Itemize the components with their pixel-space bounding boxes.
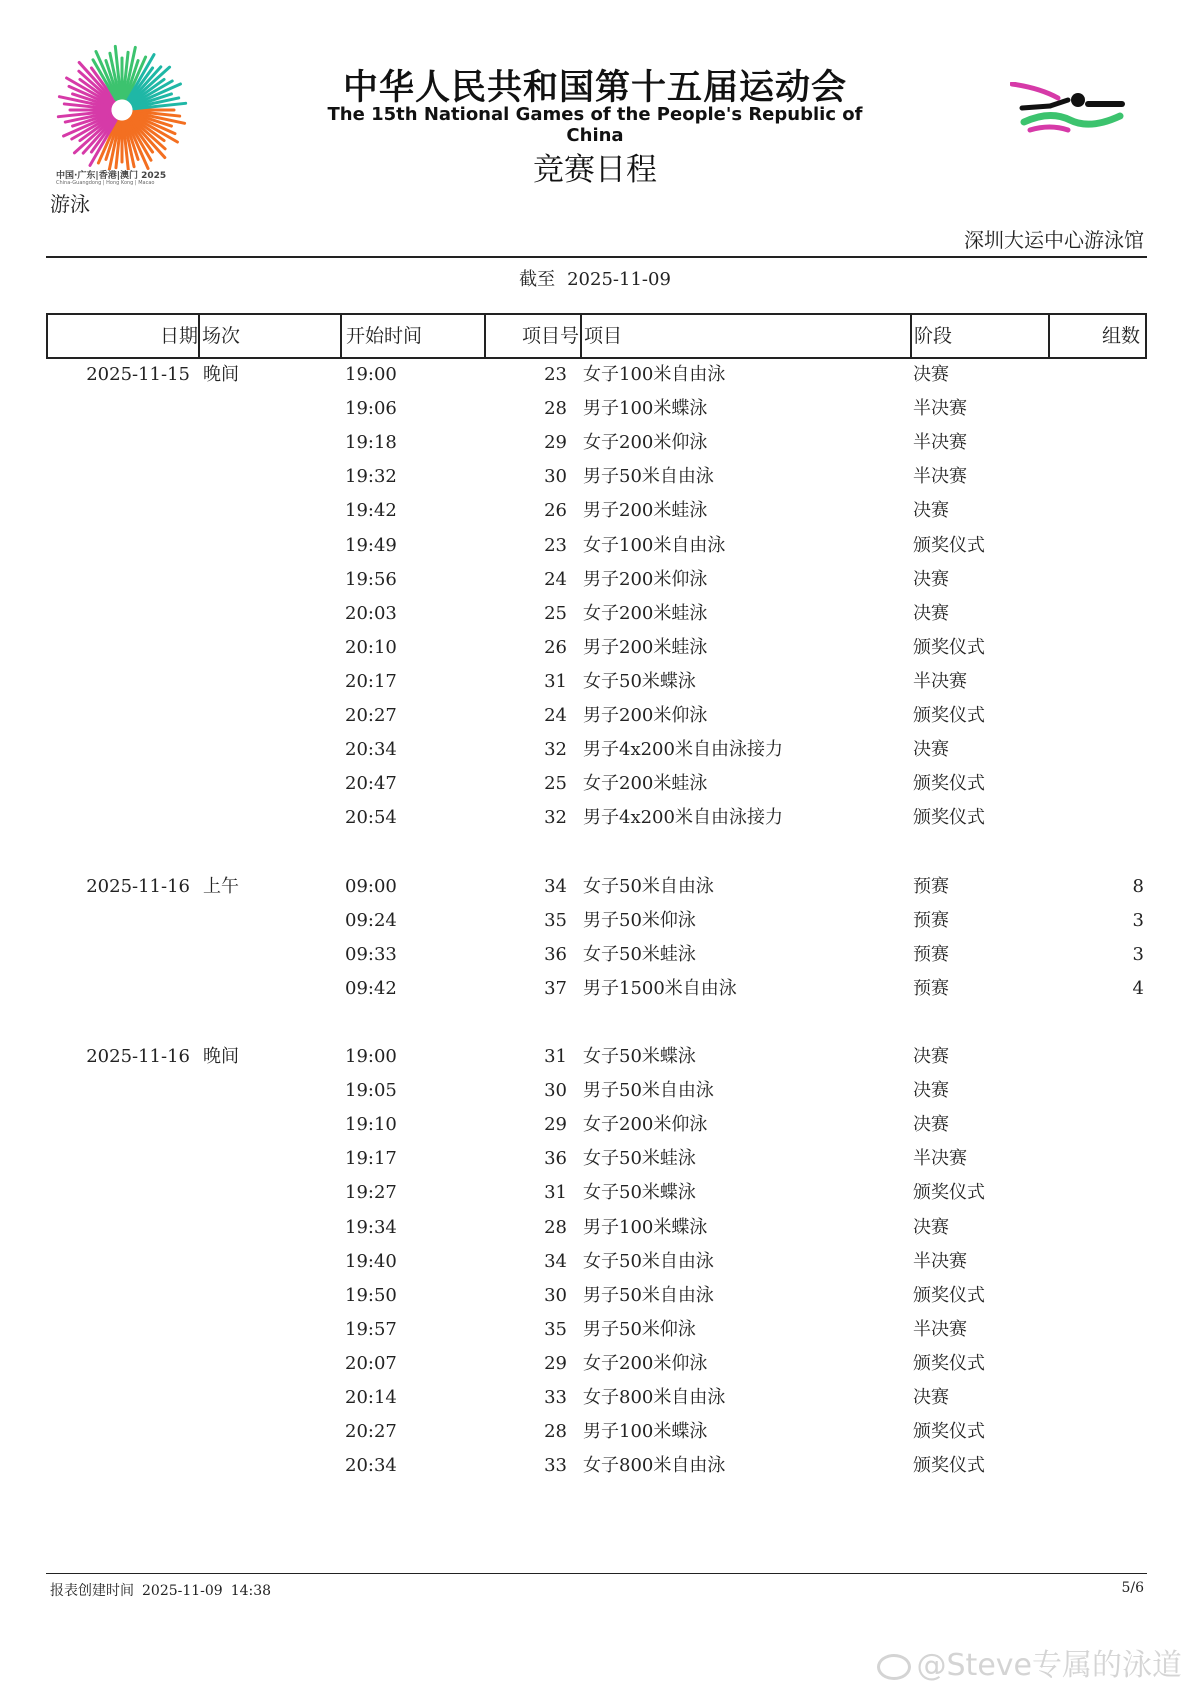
start-time: 19:34 bbox=[345, 1216, 397, 1238]
event-name: 男子100米蝶泳 bbox=[583, 398, 708, 420]
event-phase: 预赛 bbox=[913, 909, 949, 931]
event-phase: 半决赛 bbox=[913, 398, 967, 420]
event-phase: 半决赛 bbox=[913, 1250, 967, 1272]
event-phase: 颁奖仪式 bbox=[913, 1455, 985, 1477]
event-phase: 半决赛 bbox=[913, 1148, 967, 1170]
event-number: 35 bbox=[544, 1318, 567, 1340]
col-start-time: 开始时间 bbox=[346, 325, 423, 347]
col-divider bbox=[484, 315, 486, 357]
start-time: 19:27 bbox=[345, 1182, 397, 1204]
venue-name: 深圳大运中心游泳馆 bbox=[964, 228, 1144, 252]
event-phase: 决赛 bbox=[913, 739, 949, 761]
event-name: 女子200米蛙泳 bbox=[583, 602, 708, 624]
event-name: 女子200米仰泳 bbox=[583, 1114, 708, 1136]
col-divider bbox=[910, 315, 912, 357]
event-name: 男子100米蝶泳 bbox=[583, 1216, 708, 1238]
group-count: 8 bbox=[1132, 875, 1144, 897]
event-phase: 决赛 bbox=[913, 568, 949, 590]
start-time: 20:07 bbox=[345, 1352, 397, 1374]
session-name: 晚间 bbox=[203, 364, 239, 385]
group-count: 3 bbox=[1132, 909, 1144, 931]
event-number: 29 bbox=[544, 432, 567, 454]
start-time: 19:57 bbox=[345, 1318, 397, 1340]
start-time: 09:24 bbox=[345, 909, 397, 931]
group-count: 4 bbox=[1132, 977, 1144, 999]
event-name: 女子50米蝶泳 bbox=[583, 670, 696, 692]
session-date: 2025-11-16 bbox=[86, 875, 190, 897]
start-time: 20:34 bbox=[345, 739, 397, 761]
event-phase: 颁奖仪式 bbox=[913, 1421, 985, 1443]
start-time: 20:54 bbox=[345, 807, 397, 829]
event-number: 33 bbox=[544, 1455, 567, 1477]
event-phase: 颁奖仪式 bbox=[913, 534, 985, 556]
event-name: 女子50米自由泳 bbox=[583, 875, 714, 897]
event-phase: 半决赛 bbox=[913, 432, 967, 454]
event-phase: 颁奖仪式 bbox=[913, 1352, 985, 1374]
event-name: 女子100米自由泳 bbox=[583, 534, 726, 556]
start-time: 19:06 bbox=[345, 398, 397, 420]
start-time: 19:00 bbox=[345, 364, 397, 385]
event-number: 34 bbox=[544, 875, 567, 897]
start-time: 19:56 bbox=[345, 568, 397, 590]
event-number: 37 bbox=[544, 977, 567, 999]
start-time: 19:18 bbox=[345, 432, 397, 454]
as-of-date bbox=[300, 265, 890, 291]
event-name: 男子50米自由泳 bbox=[583, 1080, 714, 1102]
event-number: 24 bbox=[544, 568, 567, 590]
event-name: 男子50米仰泳 bbox=[583, 909, 696, 931]
event-number: 34 bbox=[544, 1250, 567, 1272]
start-time: 09:00 bbox=[345, 875, 397, 897]
event-number: 25 bbox=[544, 773, 567, 795]
event-phase: 预赛 bbox=[913, 943, 949, 965]
watermark bbox=[877, 1640, 1182, 1684]
event-name: 女子50米蝶泳 bbox=[583, 1046, 696, 1067]
event-name: 女子200米仰泳 bbox=[583, 432, 708, 454]
event-number: 32 bbox=[544, 807, 567, 829]
event-name: 女子200米仰泳 bbox=[583, 1352, 708, 1374]
games-logo-icon bbox=[52, 40, 192, 170]
start-time: 20:14 bbox=[345, 1387, 397, 1408]
page-title-cn: 中华人民共和国第十五届运动会 bbox=[342, 68, 847, 108]
table-header bbox=[46, 313, 1147, 359]
start-time: 19:40 bbox=[345, 1250, 397, 1272]
event-phase: 决赛 bbox=[913, 1080, 949, 1102]
event-phase: 半决赛 bbox=[913, 670, 967, 692]
group-count: 3 bbox=[1132, 943, 1144, 965]
event-name: 女子800米自由泳 bbox=[583, 1455, 726, 1477]
session-name: 上午 bbox=[203, 875, 239, 897]
event-name: 女子50米蝶泳 bbox=[583, 1182, 696, 1204]
event-name: 女子50米自由泳 bbox=[583, 1250, 714, 1272]
start-time: 19:49 bbox=[345, 534, 397, 556]
col-session: 场次 bbox=[202, 325, 241, 347]
start-time: 19:50 bbox=[345, 1284, 397, 1306]
event-phase: 颁奖仪式 bbox=[913, 1284, 985, 1306]
event-phase: 预赛 bbox=[913, 977, 949, 999]
event-name: 男子200米蛙泳 bbox=[583, 636, 708, 658]
event-number: 28 bbox=[544, 398, 567, 420]
event-phase: 决赛 bbox=[913, 500, 949, 522]
start-time: 20:27 bbox=[345, 705, 397, 726]
event-name: 男子4x200米自由泳接力 bbox=[583, 807, 783, 829]
session-name: 晚间 bbox=[203, 1046, 239, 1067]
event-phase: 决赛 bbox=[913, 602, 949, 624]
start-time: 19:32 bbox=[345, 466, 397, 488]
event-number: 26 bbox=[544, 636, 567, 658]
col-phase: 阶段 bbox=[914, 325, 953, 347]
event-name: 男子200米仰泳 bbox=[583, 705, 708, 726]
report-created bbox=[50, 1580, 271, 1600]
logo-caption: 中国·广东|香港|澳门 2025 bbox=[56, 171, 167, 181]
start-time: 20:27 bbox=[345, 1421, 397, 1443]
event-number: 26 bbox=[544, 500, 567, 522]
event-phase: 颁奖仪式 bbox=[913, 773, 985, 795]
event-number: 30 bbox=[544, 1284, 567, 1306]
start-time: 20:03 bbox=[345, 602, 397, 624]
event-phase: 颁奖仪式 bbox=[913, 1182, 985, 1204]
col-date: 日期 bbox=[160, 325, 199, 347]
event-number: 35 bbox=[544, 909, 567, 931]
event-number: 32 bbox=[544, 739, 567, 761]
start-time: 19:05 bbox=[345, 1080, 397, 1102]
as-of-label: 截至 bbox=[519, 269, 556, 290]
start-time: 19:17 bbox=[345, 1148, 397, 1170]
event-number: 31 bbox=[544, 1046, 567, 1067]
event-number: 28 bbox=[544, 1216, 567, 1238]
event-number: 24 bbox=[544, 705, 567, 726]
event-phase: 决赛 bbox=[913, 1114, 949, 1136]
swimming-pictogram-icon bbox=[1010, 82, 1140, 152]
start-time: 20:10 bbox=[345, 636, 397, 658]
event-number: 33 bbox=[544, 1387, 567, 1408]
start-time: 09:42 bbox=[345, 977, 397, 999]
event-name: 男子4x200米自由泳接力 bbox=[583, 739, 783, 761]
watermark-text: @Steve专属的泳道 bbox=[916, 1648, 1182, 1683]
event-name: 女子800米自由泳 bbox=[583, 1387, 726, 1408]
col-divider bbox=[340, 315, 342, 357]
event-phase: 颁奖仪式 bbox=[913, 807, 985, 829]
event-phase: 预赛 bbox=[913, 875, 949, 897]
col-event: 项目 bbox=[584, 325, 623, 347]
event-number: 25 bbox=[544, 602, 567, 624]
col-divider bbox=[198, 315, 200, 357]
event-number: 31 bbox=[544, 670, 567, 692]
event-name: 男子50米自由泳 bbox=[583, 466, 714, 488]
event-number: 28 bbox=[544, 1421, 567, 1443]
created-time: 14:38 bbox=[230, 1583, 272, 1599]
event-name: 男子200米蛙泳 bbox=[583, 500, 708, 522]
event-phase: 颁奖仪式 bbox=[913, 636, 985, 658]
event-name: 男子100米蝶泳 bbox=[583, 1421, 708, 1443]
created-date: 2025-11-09 bbox=[142, 1583, 223, 1599]
event-name: 女子200米蛙泳 bbox=[583, 773, 708, 795]
start-time: 19:42 bbox=[345, 500, 397, 522]
event-number: 23 bbox=[544, 534, 567, 556]
logo-caption-en: China-Guangdong | Hong Kong | Macao bbox=[56, 180, 155, 186]
page-number: 5/6 bbox=[1121, 1580, 1144, 1596]
col-groups: 组数 bbox=[1102, 325, 1141, 347]
event-phase: 颁奖仪式 bbox=[913, 705, 985, 726]
page-title-en: The 15th National Games of the People's Republic of China bbox=[327, 104, 863, 146]
start-time: 19:10 bbox=[345, 1114, 397, 1136]
footer-divider bbox=[46, 1573, 1147, 1574]
as-of-value: 2025-11-09 bbox=[567, 269, 671, 290]
header-divider bbox=[46, 256, 1147, 258]
event-number: 36 bbox=[544, 943, 567, 965]
col-event-no: 项目号 bbox=[522, 325, 580, 347]
document-title: 竞赛日程 bbox=[533, 152, 657, 188]
event-phase: 决赛 bbox=[913, 1216, 949, 1238]
event-phase: 决赛 bbox=[913, 364, 949, 385]
session-date: 2025-11-16 bbox=[86, 1046, 190, 1067]
start-time: 09:33 bbox=[345, 943, 397, 965]
event-number: 23 bbox=[544, 364, 567, 385]
event-number: 31 bbox=[544, 1182, 567, 1204]
start-time: 20:34 bbox=[345, 1455, 397, 1477]
start-time: 20:17 bbox=[345, 670, 397, 692]
event-name: 女子50米蛙泳 bbox=[583, 1148, 696, 1170]
col-divider bbox=[1048, 315, 1050, 357]
event-number: 29 bbox=[544, 1114, 567, 1136]
session-date: 2025-11-15 bbox=[86, 364, 190, 385]
weibo-icon bbox=[877, 1654, 911, 1680]
event-name: 男子50米仰泳 bbox=[583, 1318, 696, 1340]
event-number: 30 bbox=[544, 466, 567, 488]
event-number: 36 bbox=[544, 1148, 567, 1170]
event-phase: 半决赛 bbox=[913, 1318, 967, 1340]
event-name: 女子50米蛙泳 bbox=[583, 943, 696, 965]
event-phase: 决赛 bbox=[913, 1046, 949, 1067]
event-phase: 决赛 bbox=[913, 1387, 949, 1408]
event-name: 男子200米仰泳 bbox=[583, 568, 708, 590]
col-divider bbox=[580, 315, 582, 357]
event-number: 29 bbox=[544, 1352, 567, 1374]
event-name: 男子50米自由泳 bbox=[583, 1284, 714, 1306]
start-time: 19:00 bbox=[345, 1046, 397, 1067]
event-phase: 半决赛 bbox=[913, 466, 967, 488]
event-name: 男子1500米自由泳 bbox=[583, 977, 737, 999]
sport-name: 游泳 bbox=[50, 192, 90, 216]
event-name: 女子100米自由泳 bbox=[583, 364, 726, 385]
start-time: 20:47 bbox=[345, 773, 397, 795]
created-label: 报表创建时间 bbox=[50, 1583, 134, 1599]
event-number: 30 bbox=[544, 1080, 567, 1102]
